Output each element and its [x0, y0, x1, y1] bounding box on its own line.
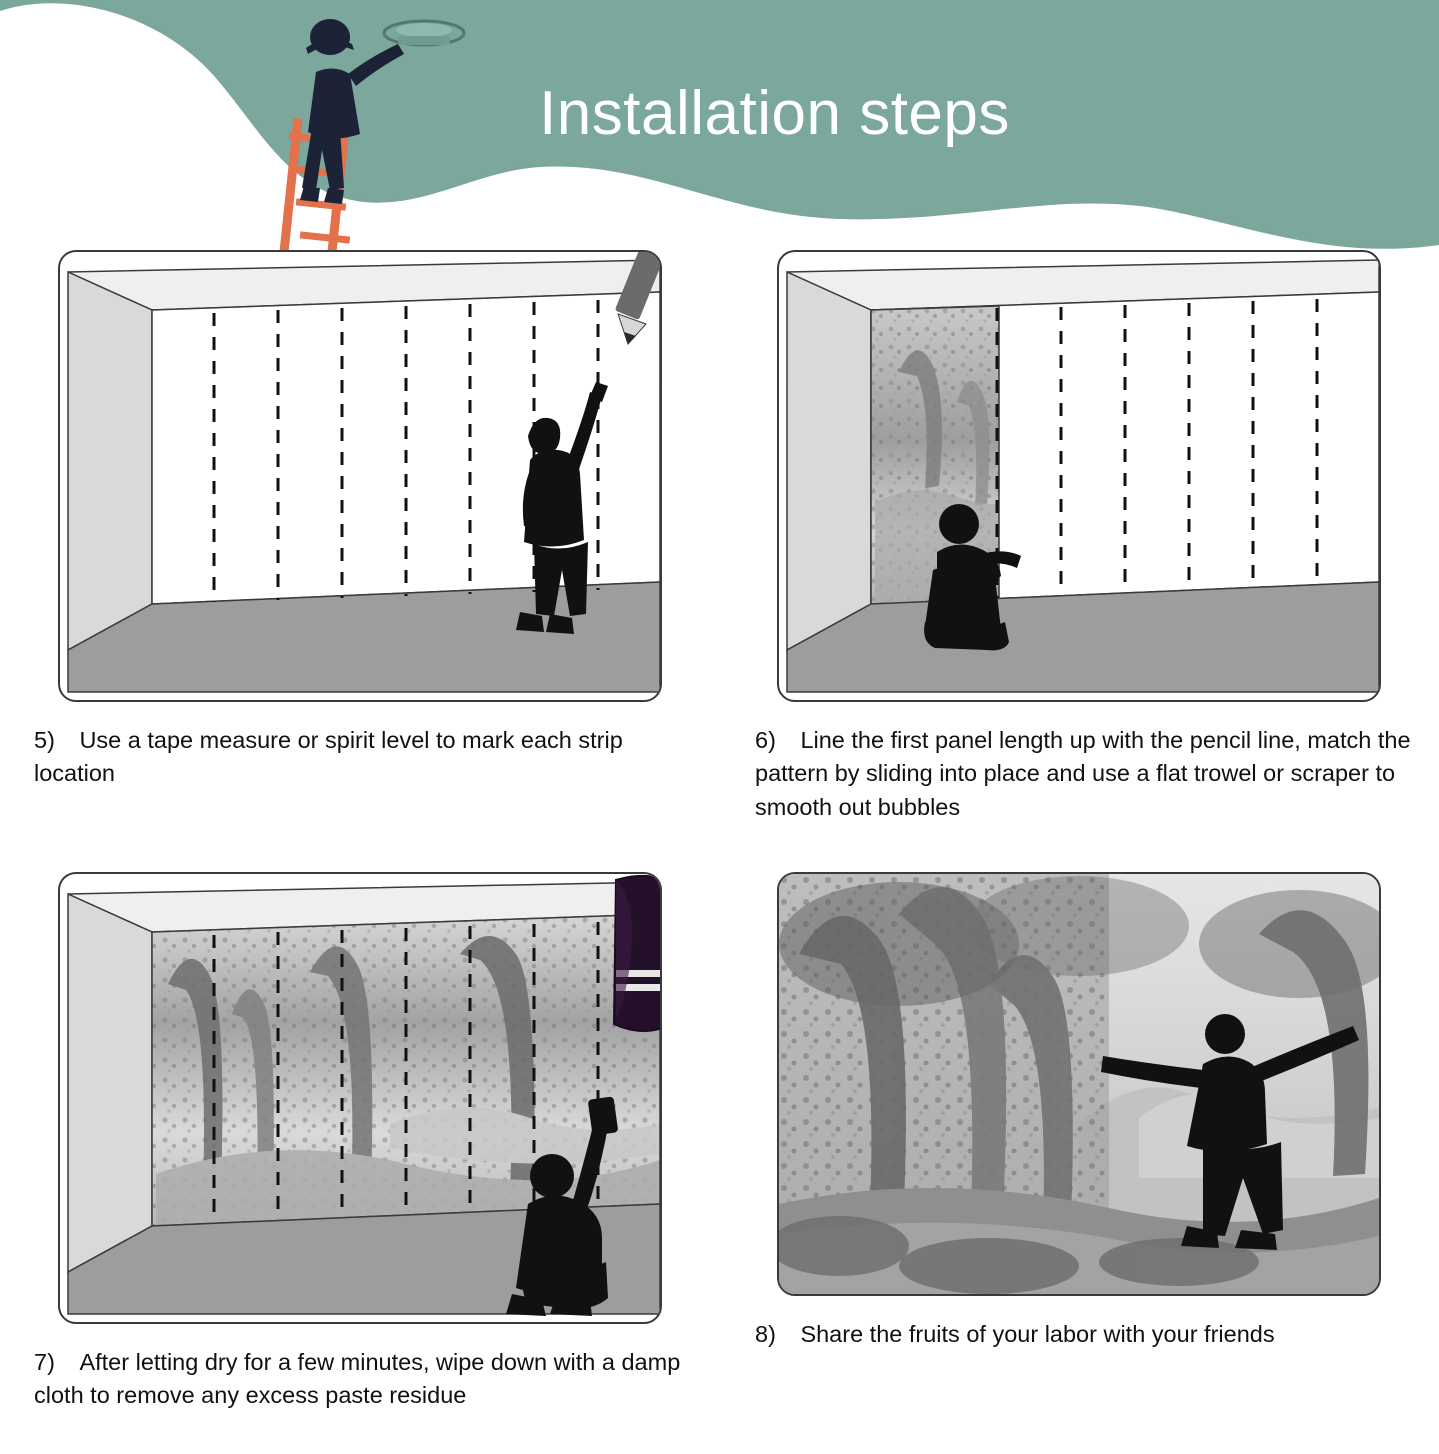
step-8-number: 8) [755, 1321, 776, 1348]
steps-row-2 [0, 872, 1439, 1413]
steps-row-1 [0, 250, 1439, 824]
step-5 [0, 250, 719, 824]
step-6-caption [755, 724, 1428, 824]
step-8-text: Share the fruits of your labor with your friends [800, 1321, 1275, 1348]
step-7-text: After letting dry for a few minutes, wipe down with a damp cloth to remove any excess paste residue [34, 1349, 681, 1409]
header-banner [0, 0, 1439, 272]
steps-grid [0, 250, 1439, 1413]
step-7-number: 7) [34, 1349, 55, 1376]
step-8 [719, 872, 1438, 1413]
towel-icon [614, 876, 660, 1031]
page-title-text: Installation steps [539, 79, 1010, 148]
step-8-caption [755, 1318, 1428, 1351]
figure-room-first-panel [777, 250, 1381, 702]
step-5-text: Use a tape measure or spirit level to mark each strip location [34, 727, 623, 787]
step-7 [0, 872, 719, 1413]
step-5-caption [34, 724, 685, 791]
figure-finished-mural [777, 872, 1381, 1296]
figure-room-full-mural [58, 872, 662, 1324]
step-5-number: 5) [34, 727, 55, 753]
step-6-text: Line the first panel length up with the pencil line, match the pattern by sliding into place and use a flat trowel or scraper to smooth out bubbles [755, 727, 1411, 820]
step-6 [719, 250, 1438, 824]
page-title [0, 78, 1439, 149]
step-7-caption [34, 1346, 685, 1413]
paint-tray-icon [384, 21, 464, 45]
step-6-number: 6) [755, 727, 776, 753]
figure-room-marked-strips [58, 250, 662, 702]
